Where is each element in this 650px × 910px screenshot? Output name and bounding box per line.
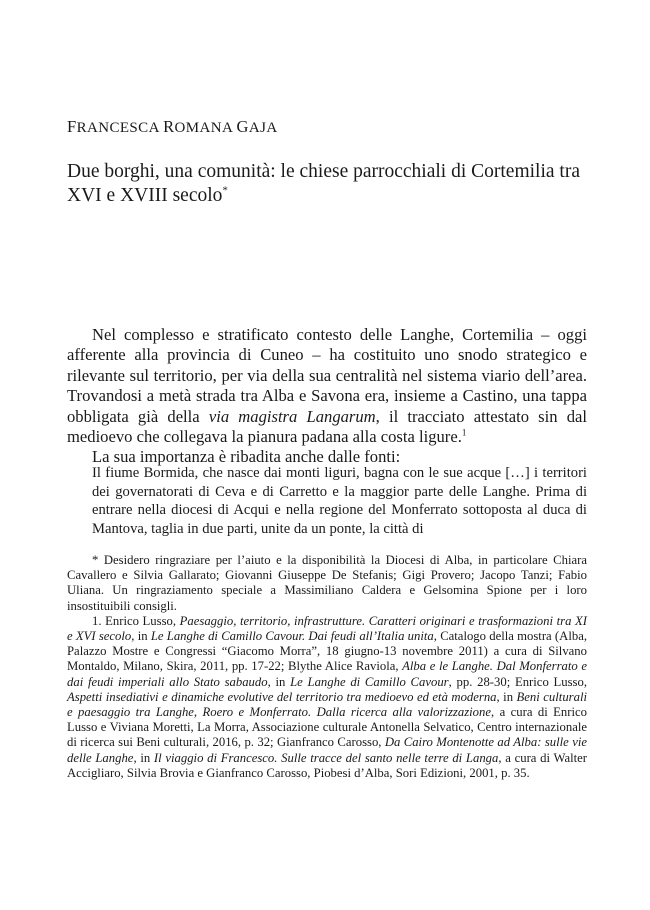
article-title-text: Due borghi, una comunità: le chiese parrocchiali di Cortemilia tra XVI e XVIII secolo (67, 161, 580, 206)
footnote-italic: Beni culturali e paesaggio tra Langhe, Roero e Monferrato. Dalla ricerca alla valorizzazione (67, 689, 587, 720)
footnote-italic: Il viaggio di Francesco. Sulle tracce del santo nelle terre di Langa (153, 750, 499, 765)
footnote-ref: 1 (461, 427, 467, 438)
footnote-text: , in (496, 689, 517, 704)
author-name (67, 117, 278, 137)
footnote-text: , Catalogo della mostra (Alba, Palazzo Mostre e Congressi “Giacomo Morra”, 18 giugno-13 novembre 2011) a cura di Silvano Montaldo, Milano, Skira, 2011, pp. 17-22; Blythe Alice Raviola, (67, 629, 587, 674)
paragraph-1 (67, 325, 587, 447)
paragraph-2: La sua importanza è ribadita anche dalle fonti: (92, 447, 401, 467)
footnote-text: , in (267, 674, 291, 689)
author-name-part: RANCESCA (76, 120, 164, 136)
author-initial-r: R (163, 117, 175, 136)
block-quote (92, 464, 587, 538)
footnote-text: , in (131, 629, 151, 644)
paragraph-text: , il tracciato attestato sin dal medioevo che collegava la pianura padana alla costa ligure. (67, 406, 588, 447)
footnote-star: * Desidero ringraziare per l’aiuto e la disponibilità la Diocesi di Alba, in particolare Chiara Cavallero e Silvia Gallarato; Giovanni Giuseppe De Stefanis; Gigi Provero; Jacopo Tanzi; Fabio Uliana. Un ringraziamento speciale a Massimiliano Caldera e Gelsomina Spione per i loro insostituibili consigli. (67, 553, 587, 613)
footnote-italic: Le Langhe di Camillo Cavour. Dai feudi all’Italia unita (150, 629, 434, 644)
article-title (67, 160, 587, 208)
author-initial-g: G (236, 117, 249, 136)
footnote-italic: Da Cairo Montenotte ad Alba: sulle vie delle Langhe (67, 735, 587, 765)
footnote-text: , pp. 28-30; Enrico Lusso, (448, 674, 587, 689)
author-initial-f: F (67, 117, 77, 136)
body-text (67, 325, 587, 468)
author-name-part: OMANA (174, 120, 237, 136)
paragraph-text: Nel complesso e stratificato contesto delle Langhe, Cortemilia – oggi afferente alla provincia di Cuneo – ha costituito uno snodo strategico e rilevante sul territorio, per via della sua centralità nel sistema viario dell’area. Trovandosi a metà strada tra Alba e Savona era, insieme a Castino, una tappa obbligata già della (67, 325, 587, 426)
footnote-text: , a cura di Walter Accigliaro, Silvia Brovia e Gianfranco Carosso, Piobesi d’Alba, Sori Edizioni, 2001, p. 35. (67, 750, 587, 780)
title-footnote-mark: * (222, 184, 228, 197)
author-name-part: AJA (248, 120, 278, 136)
footnote-text: , a cura di Enrico Lusso e Viviana Moretti, La Morra, Associazione culturale Antonella Selvatico, Centro internazionale di ricerca sui Beni culturali, 2016, p. 32; Gianfranco Carosso, (67, 705, 587, 750)
footnote-italic: Le Langhe di Camillo Cavour (290, 674, 449, 689)
footnote-text: 1. Enrico Lusso, (92, 613, 180, 628)
block-quote-text: Il fiume Bormida, che nasce dai monti liguri, bagna con le sue acque […] i territori dei governatorati di Ceva e di Carretto e la maggior parte delle Langhe. Prima di entrare nella diocesi di Acqui e nella regione del Monferrato sottoposta al duca di Mantova, taglia in due parti, unite da un ponte, la città di (92, 465, 587, 537)
footnote-italic: Alba e le Langhe. Dal Monferrato e dai feudi imperiali allo Stato sabaudo (67, 659, 587, 689)
footnotes (67, 553, 587, 781)
footnote-italic: Aspetti insediativi e dinamiche evolutive del territorio tra medioevo ed età moderna (67, 689, 497, 704)
footnote-1 (67, 614, 587, 781)
footnote-text: , in (133, 750, 154, 765)
paragraph-italic: via magistra Langarum (208, 406, 376, 426)
footnote-italic: Paesaggio, territorio, infrastrutture. Caratteri originari e trasformazioni tra XI e XVI secolo (67, 613, 588, 644)
